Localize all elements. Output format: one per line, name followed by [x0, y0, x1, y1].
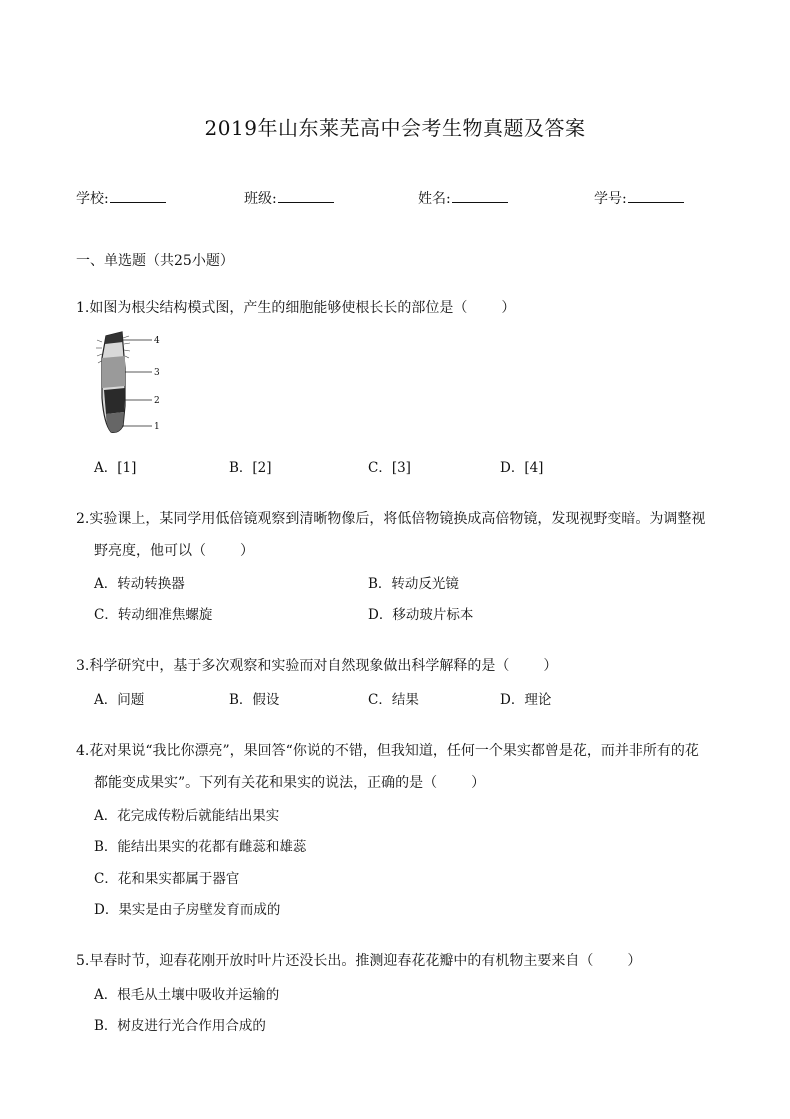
- number-field: [594, 188, 684, 208]
- page-title: 2019年山东莱芜高中会考生物真题及答案: [204, 116, 586, 140]
- figure-label-3: 3: [154, 368, 160, 378]
- name-blank: [452, 188, 508, 203]
- q2-option-d[interactable]: D．移动玻片标本: [368, 607, 474, 623]
- name-label: 姓名:: [418, 191, 451, 207]
- question-2-stem: 2.实验课上，某同学用低倍镜观察到清晰物像后，将低倍物镜换成高倍物镜，发现视野变暗。为调整视: [76, 511, 706, 527]
- q4-option-b[interactable]: B．能结出果实的花都有雌蕊和雄蕊: [94, 839, 307, 855]
- class-label: 班级:: [244, 191, 277, 207]
- figure-label-1: 1: [154, 422, 160, 432]
- question-1-stem: 1.如图为根尖结构模式图，产生的细胞能够使根长长的部位是（ ）: [76, 300, 516, 316]
- q2-option-a[interactable]: A．转动转换器: [94, 576, 185, 592]
- root-tip-diagram: [94, 328, 166, 440]
- figure-label-4: 4: [154, 336, 160, 346]
- number-blank: [628, 188, 684, 203]
- q5-option-a[interactable]: A．根毛从土壤中吸收并运输的: [94, 987, 280, 1003]
- section-heading: 一、单选题（共25小题）: [76, 253, 234, 269]
- class-blank: [278, 188, 334, 203]
- question-4-stem: 4.花对果说“我比你漂亮”，果回答“你说的不错，但我知道，任何一个果实都曾是花，而并非所有的花: [76, 743, 699, 759]
- q4-option-a[interactable]: A．花完成传粉后就能结出果实: [94, 808, 280, 824]
- q1-option-c[interactable]: C．[3]: [368, 460, 411, 476]
- q2-option-b[interactable]: B．转动反光镜: [368, 576, 459, 592]
- question-3-stem: 3.科学研究中，基于多次观察和实验而对自然现象做出科学解释的是（ ）: [76, 658, 558, 674]
- school-label: 学校:: [76, 191, 109, 207]
- number-label: 学号:: [594, 191, 627, 207]
- q2-option-c[interactable]: C．转动细准焦螺旋: [94, 607, 213, 623]
- q3-option-c[interactable]: C．结果: [368, 692, 419, 708]
- q5-option-b[interactable]: B．树皮进行光合作用合成的: [94, 1018, 266, 1034]
- figure-label-2: 2: [154, 396, 160, 406]
- school-blank: [110, 188, 166, 203]
- question-5-stem: 5.早春时节，迎春花刚开放时叶片还没长出。推测迎春花花瓣中的有机物主要来自（ ）: [76, 953, 642, 969]
- q4-option-c[interactable]: C．花和果实都属于器官: [94, 871, 240, 887]
- q1-option-b[interactable]: B．[2]: [229, 460, 272, 476]
- q3-option-d[interactable]: D．理论: [500, 692, 552, 708]
- q3-option-b[interactable]: B．假设: [229, 692, 280, 708]
- name-field: [418, 188, 508, 208]
- class-field: [244, 188, 334, 208]
- school-field: [76, 188, 166, 208]
- question-2-stem-cont: 野亮度，他可以（ ）: [94, 543, 254, 559]
- question-4-stem-cont: 都能变成果实”。下列有关花和果实的说法，正确的是（ ）: [94, 775, 486, 791]
- q1-option-a[interactable]: A．[1]: [94, 460, 137, 476]
- q4-option-d[interactable]: D．果实是由子房壁发育而成的: [94, 902, 281, 918]
- q3-option-a[interactable]: A．问题: [94, 692, 145, 708]
- q1-option-d[interactable]: D．[4]: [500, 460, 544, 476]
